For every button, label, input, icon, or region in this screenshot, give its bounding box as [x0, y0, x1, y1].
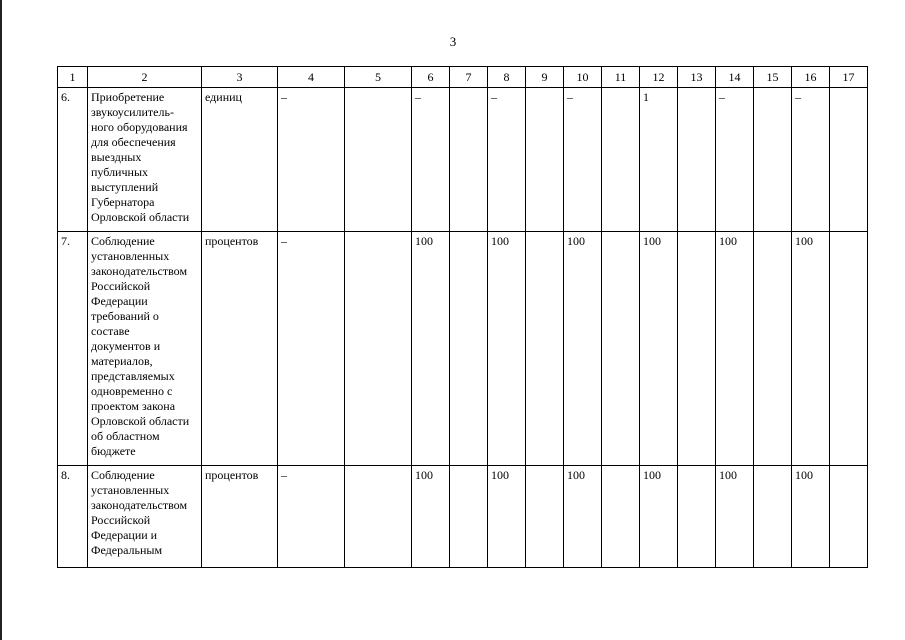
value-cell — [602, 88, 640, 232]
indicator-name-line: ного оборудования — [91, 120, 188, 134]
value-cell — [450, 88, 488, 232]
header-cell: 17 — [830, 67, 868, 88]
indicator-name-line: об областном — [91, 429, 160, 443]
value-cell: 100 — [716, 466, 754, 568]
indicator-name-line: для обеспечения — [91, 135, 176, 149]
indicator-name-line: требований о — [91, 309, 159, 323]
value-cell: 100 — [564, 466, 602, 568]
indicator-name-line: Федерации и — [91, 528, 158, 542]
value-cell — [602, 232, 640, 466]
indicator-name-line: Российской — [91, 279, 151, 293]
indicator-name-line: звукоусилитель- — [91, 105, 174, 119]
header-row — [58, 67, 868, 88]
indicator-name-line: установленных — [91, 249, 170, 263]
value-cell: 100 — [640, 466, 678, 568]
header-cell: 3 — [202, 67, 278, 88]
value-cell — [450, 466, 488, 568]
indicator-name-line: Российской — [91, 513, 151, 527]
header-cell: 7 — [450, 67, 488, 88]
indicator-name-line: одновременно с — [91, 384, 173, 398]
unit-cell: процентов — [202, 232, 278, 466]
value-cell: – — [488, 88, 526, 232]
value-cell — [345, 232, 412, 466]
page-number: 3 — [449, 34, 457, 49]
header-cell: 14 — [716, 67, 754, 88]
value-cell: – — [412, 88, 450, 232]
table-row — [58, 232, 868, 466]
header-cell: 12 — [640, 67, 678, 88]
indicator-name-line: представляемых — [91, 369, 175, 383]
value-cell — [754, 232, 792, 466]
value-cell — [830, 88, 868, 232]
indicator-name-line: установленных — [91, 483, 170, 497]
indicator-name-line: материалов, — [91, 354, 153, 368]
indicator-name-line: Губернатора — [91, 195, 155, 209]
indicator-name-line: Приобретение — [91, 90, 165, 104]
header-cell: 5 — [345, 67, 412, 88]
unit-cell: процентов — [202, 466, 278, 568]
indicator-name-cell — [88, 232, 202, 466]
indicator-name-line: выступлений — [91, 180, 159, 194]
indicator-name-line: законодательством — [91, 264, 188, 278]
value-cell: 1 — [640, 88, 678, 232]
value-cell: – — [278, 88, 345, 232]
value-cell — [678, 466, 716, 568]
header-cell: 16 — [792, 67, 830, 88]
row-number-cell: 6. — [58, 88, 88, 232]
value-cell: 100 — [412, 232, 450, 466]
value-cell — [754, 88, 792, 232]
value-cell: 100 — [716, 232, 754, 466]
value-cell — [526, 88, 564, 232]
value-cell: 100 — [792, 232, 830, 466]
value-cell: – — [716, 88, 754, 232]
header-cell: 1 — [58, 67, 88, 88]
header-cell: 9 — [526, 67, 564, 88]
value-cell — [450, 232, 488, 466]
value-cell: 100 — [412, 466, 450, 568]
indicators-table — [57, 66, 868, 568]
header-cell: 11 — [602, 67, 640, 88]
value-cell: – — [792, 88, 830, 232]
indicator-name-line: Федерации — [91, 294, 148, 308]
value-cell: 100 — [792, 466, 830, 568]
value-cell — [678, 88, 716, 232]
indicator-name-line: Соблюдение — [91, 234, 155, 248]
header-cell: 6 — [412, 67, 450, 88]
header-cell: 8 — [488, 67, 526, 88]
table-row — [58, 466, 868, 568]
header-cell: 4 — [278, 67, 345, 88]
indicator-name-line: Федеральным — [91, 543, 163, 557]
indicator-name-line: Орловской области — [91, 414, 190, 428]
value-cell: – — [278, 466, 345, 568]
indicator-name-line: Соблюдение — [91, 468, 155, 482]
value-cell: 100 — [564, 232, 602, 466]
indicator-name-line: законодательством — [91, 498, 188, 512]
value-cell — [678, 232, 716, 466]
value-cell: – — [278, 232, 345, 466]
value-cell — [602, 466, 640, 568]
indicator-name-line: публичных — [91, 165, 148, 179]
value-cell — [830, 466, 868, 568]
indicator-name-cell — [88, 466, 202, 568]
table-row — [58, 88, 868, 232]
header-cell: 10 — [564, 67, 602, 88]
indicator-name-line: выездных — [91, 150, 142, 164]
value-cell — [830, 232, 868, 466]
page-left-edge — [0, 0, 2, 640]
header-cell: 13 — [678, 67, 716, 88]
table-body — [58, 67, 868, 568]
value-cell: 100 — [640, 232, 678, 466]
value-cell — [754, 466, 792, 568]
value-cell — [345, 88, 412, 232]
indicator-name-line: проектом закона — [91, 399, 176, 413]
value-cell — [526, 232, 564, 466]
row-number-cell: 8. — [58, 466, 88, 568]
header-cell: 15 — [754, 67, 792, 88]
value-cell: 100 — [488, 466, 526, 568]
indicator-name-line: Орловской области — [91, 210, 190, 224]
header-cell: 2 — [88, 67, 202, 88]
indicator-name-line: составе — [91, 324, 130, 338]
value-cell: 100 — [488, 232, 526, 466]
indicator-name-line: бюджете — [91, 444, 136, 458]
row-number-cell: 7. — [58, 232, 88, 466]
value-cell: – — [564, 88, 602, 232]
value-cell — [526, 466, 564, 568]
value-cell — [345, 466, 412, 568]
indicator-name-line: документов и — [91, 339, 161, 353]
indicator-name-cell — [88, 88, 202, 232]
unit-cell: единиц — [202, 88, 278, 232]
